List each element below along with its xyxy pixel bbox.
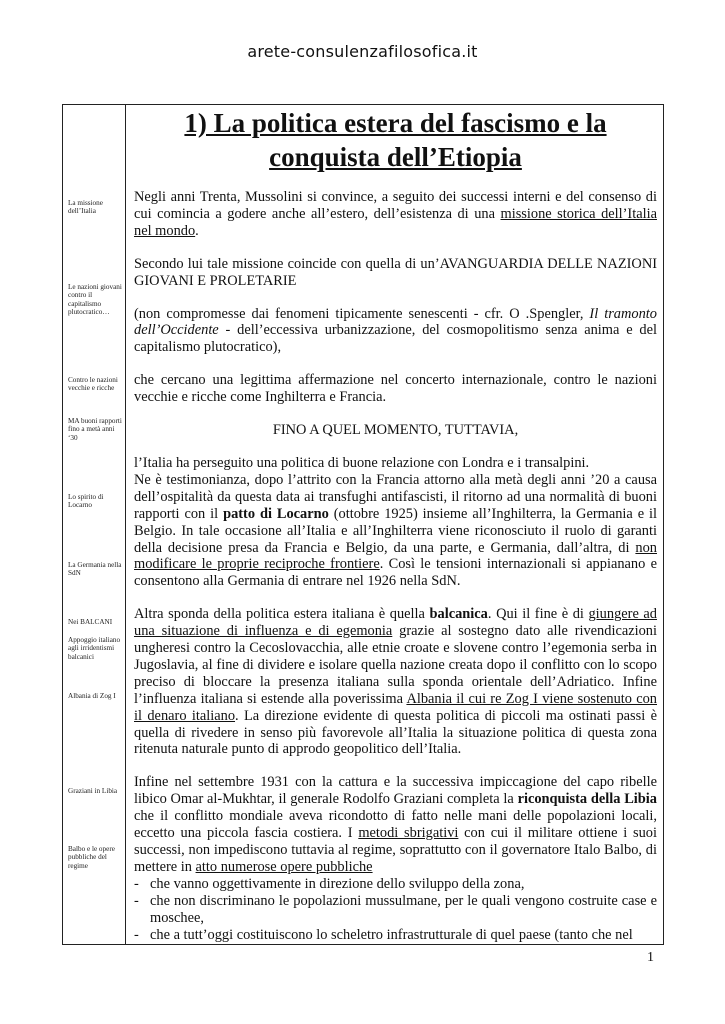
text-run: (non compromesse dai fenomeni tipicamente senescenti - cfr. O .Spengler, [134,305,590,322]
text-run: (ottobre 1925) insieme all’Inghilterra, la Germania e il Belgio. In tale occasione all’Italia e all’Inghilterra viene riconosciuto il ruolo di garanti della decisione presa da Francia e Belgio, da una parte, e Germania, dall’altra, di [134,505,657,556]
text-run: . La direzione evidente di questa politica di piccoli ma ostinati passi è quella di rivedere in senso più favorevole all’Italia la situazione politica di questa zona ritenuta naturale punto di approdo geopolitico dell’Italia. [134,707,657,758]
paragraph-spengler [134,306,657,357]
text-run: Ne è testimonianza, dopo l’attrito con la Francia attorno alla metà degli anni ’20 a causa dell’ospitalità da questa data ai transfughi antifascisti, il ritorno ad una normalità di buoni rapporti con il [134,471,657,522]
underlined-text: non modificare le proprie reciproche frontiere [134,539,657,573]
underlined-text: metodi sbrigativi [358,825,459,842]
text-run: Negli anni Trenta, Mussolini si convince, a seguito dei successi interni e del consenso di cui comincia a godere anche all’estero, dell’esistenza di una [134,189,657,222]
main-text [134,106,657,943]
margin-note-albania: Albania di Zog I [68,692,116,700]
title-line-1: 1) La politica estera del fascismo e la [184,108,607,138]
paragraph-nazioni-vecchie: che cercano una legittima affermazione nel concerto internazionale, contro le nazioni vecchie e ricche come Inghilterra e Francia. [134,372,657,406]
paragraph-missione [134,189,657,240]
bold-text: riconquista della Libia [517,791,657,808]
document-title [134,106,657,174]
column-divider [125,104,126,945]
text-run: con cui il militare ottiene i suoi successi, non impediscono tuttavia al regime, soprattutto con il governatore Italo Balbo, di mettere in [134,825,657,875]
paragraph-avanguardia: Secondo lui tale missione coincide con quella di un’AVANGUARDIA DELLE NAZIONI GIOVANI E PROLETARIE [134,255,657,289]
text-run: . Così le tensioni internazionali si appianano e consentono alla Germania di entrare nel 1926 nella SdN. [134,556,657,590]
margin-note-nazioni-vecchie: Contro le nazioni vecchie e ricche [68,376,118,393]
opere-pubbliche-list [134,876,657,944]
list-item: - che a tutt’oggi costituiscono lo scheletro infrastrutturale di quel paese (tanto che nel [134,927,657,944]
margin-note-graziani: Graziani in Libia [68,787,118,795]
title-line-2: conquista dell’Etiopia [269,142,522,172]
paragraph-locarno [134,455,657,590]
margin-note-irridentismi: Appoggio italiano agli irridentismi balcanici [68,636,121,661]
text-run: grazie al sostegno dato alle rivendicazioni ungheresi contro la Cecoslovacchia, alle etnie croate e slovene contro l’egemonia serba in Jugoslavia, al fine di dividere e isolare quella nazione creata dopo il conflitto con lo scopo preciso di bloccare la presenza italiana sulla sponda orientale dell’Adriatico. Infine l’influenza italiana si estende alla poverissima [134,623,657,707]
site-header: arete-consulenzafilosofica.it [247,42,478,61]
margin-note-missione: La missione dell’Italia [68,199,103,216]
list-item: - che vanno oggettivamente in direzione dello sviluppo della zona, [134,876,657,893]
underlined-text: atto numerose opere pubbliche [195,858,373,875]
page-number: 1 [647,950,654,965]
text-run: . [195,222,199,239]
margin-note-nazioni-giovani: Le nazioni giovani contro il capitalismo plutocratico… [68,283,122,317]
bold-text: balcanica [429,606,488,623]
margin-note-balbo: Balbo e le opere pubbliche del regime [68,845,115,870]
underlined-text: Albania il cui re Zog I viene sostenuto con il denaro italiano [134,690,658,724]
paragraph-libia [134,774,657,875]
margin-note-germania-sdn: La Germania nella SdN [68,561,122,578]
underlined-text: missione storica dell’Italia nel mondo [134,205,657,239]
text-run: . Qui il fine è di [487,606,589,623]
text-run: Altra sponda della politica estera italiana è quella [134,606,430,623]
list-item: - che non discriminano le popolazioni mussulmane, per le quali vengono costruite case e moschee, [134,893,657,927]
text-run: - dell’eccessiva urbanizzazione, del cosmopolitismo senza anima e del capitalismo plutocratico), [134,322,657,356]
margin-note-balcani: Nei BALCANI [68,618,113,626]
margin-note-buoni-rapporti: MA buoni rapporti fino a metà anni ‘30 [68,417,122,442]
paragraph-fino-a-quel-momento: FINO A QUEL MOMENTO, TUTTAVIA, [272,422,519,439]
paragraph-balcani [134,606,657,758]
text-run: l’Italia ha perseguito una politica di buone relazione con Londra e i transalpini. [134,454,590,471]
text-run: Infine nel settembre 1931 con la cattura e la successiva impiccagione del capo ribelle libico Omar al-Mukhtar, il generale Rodolfo Graziani completa la [134,774,657,808]
italic-text: Il tramonto dell’Occidente [134,305,657,339]
text-run: che il conflitto mondiale aveva ricondotto di fatto nelle mani delle popolazioni locali, eccetto una piccola fascia costiera. I [134,808,657,842]
bold-text: patto di Locarno [223,505,329,522]
margin-note-locarno: Lo spirito di Locarno [68,493,104,510]
underlined-text: giungere ad una situazione di influenza e di egemonia [134,606,657,640]
